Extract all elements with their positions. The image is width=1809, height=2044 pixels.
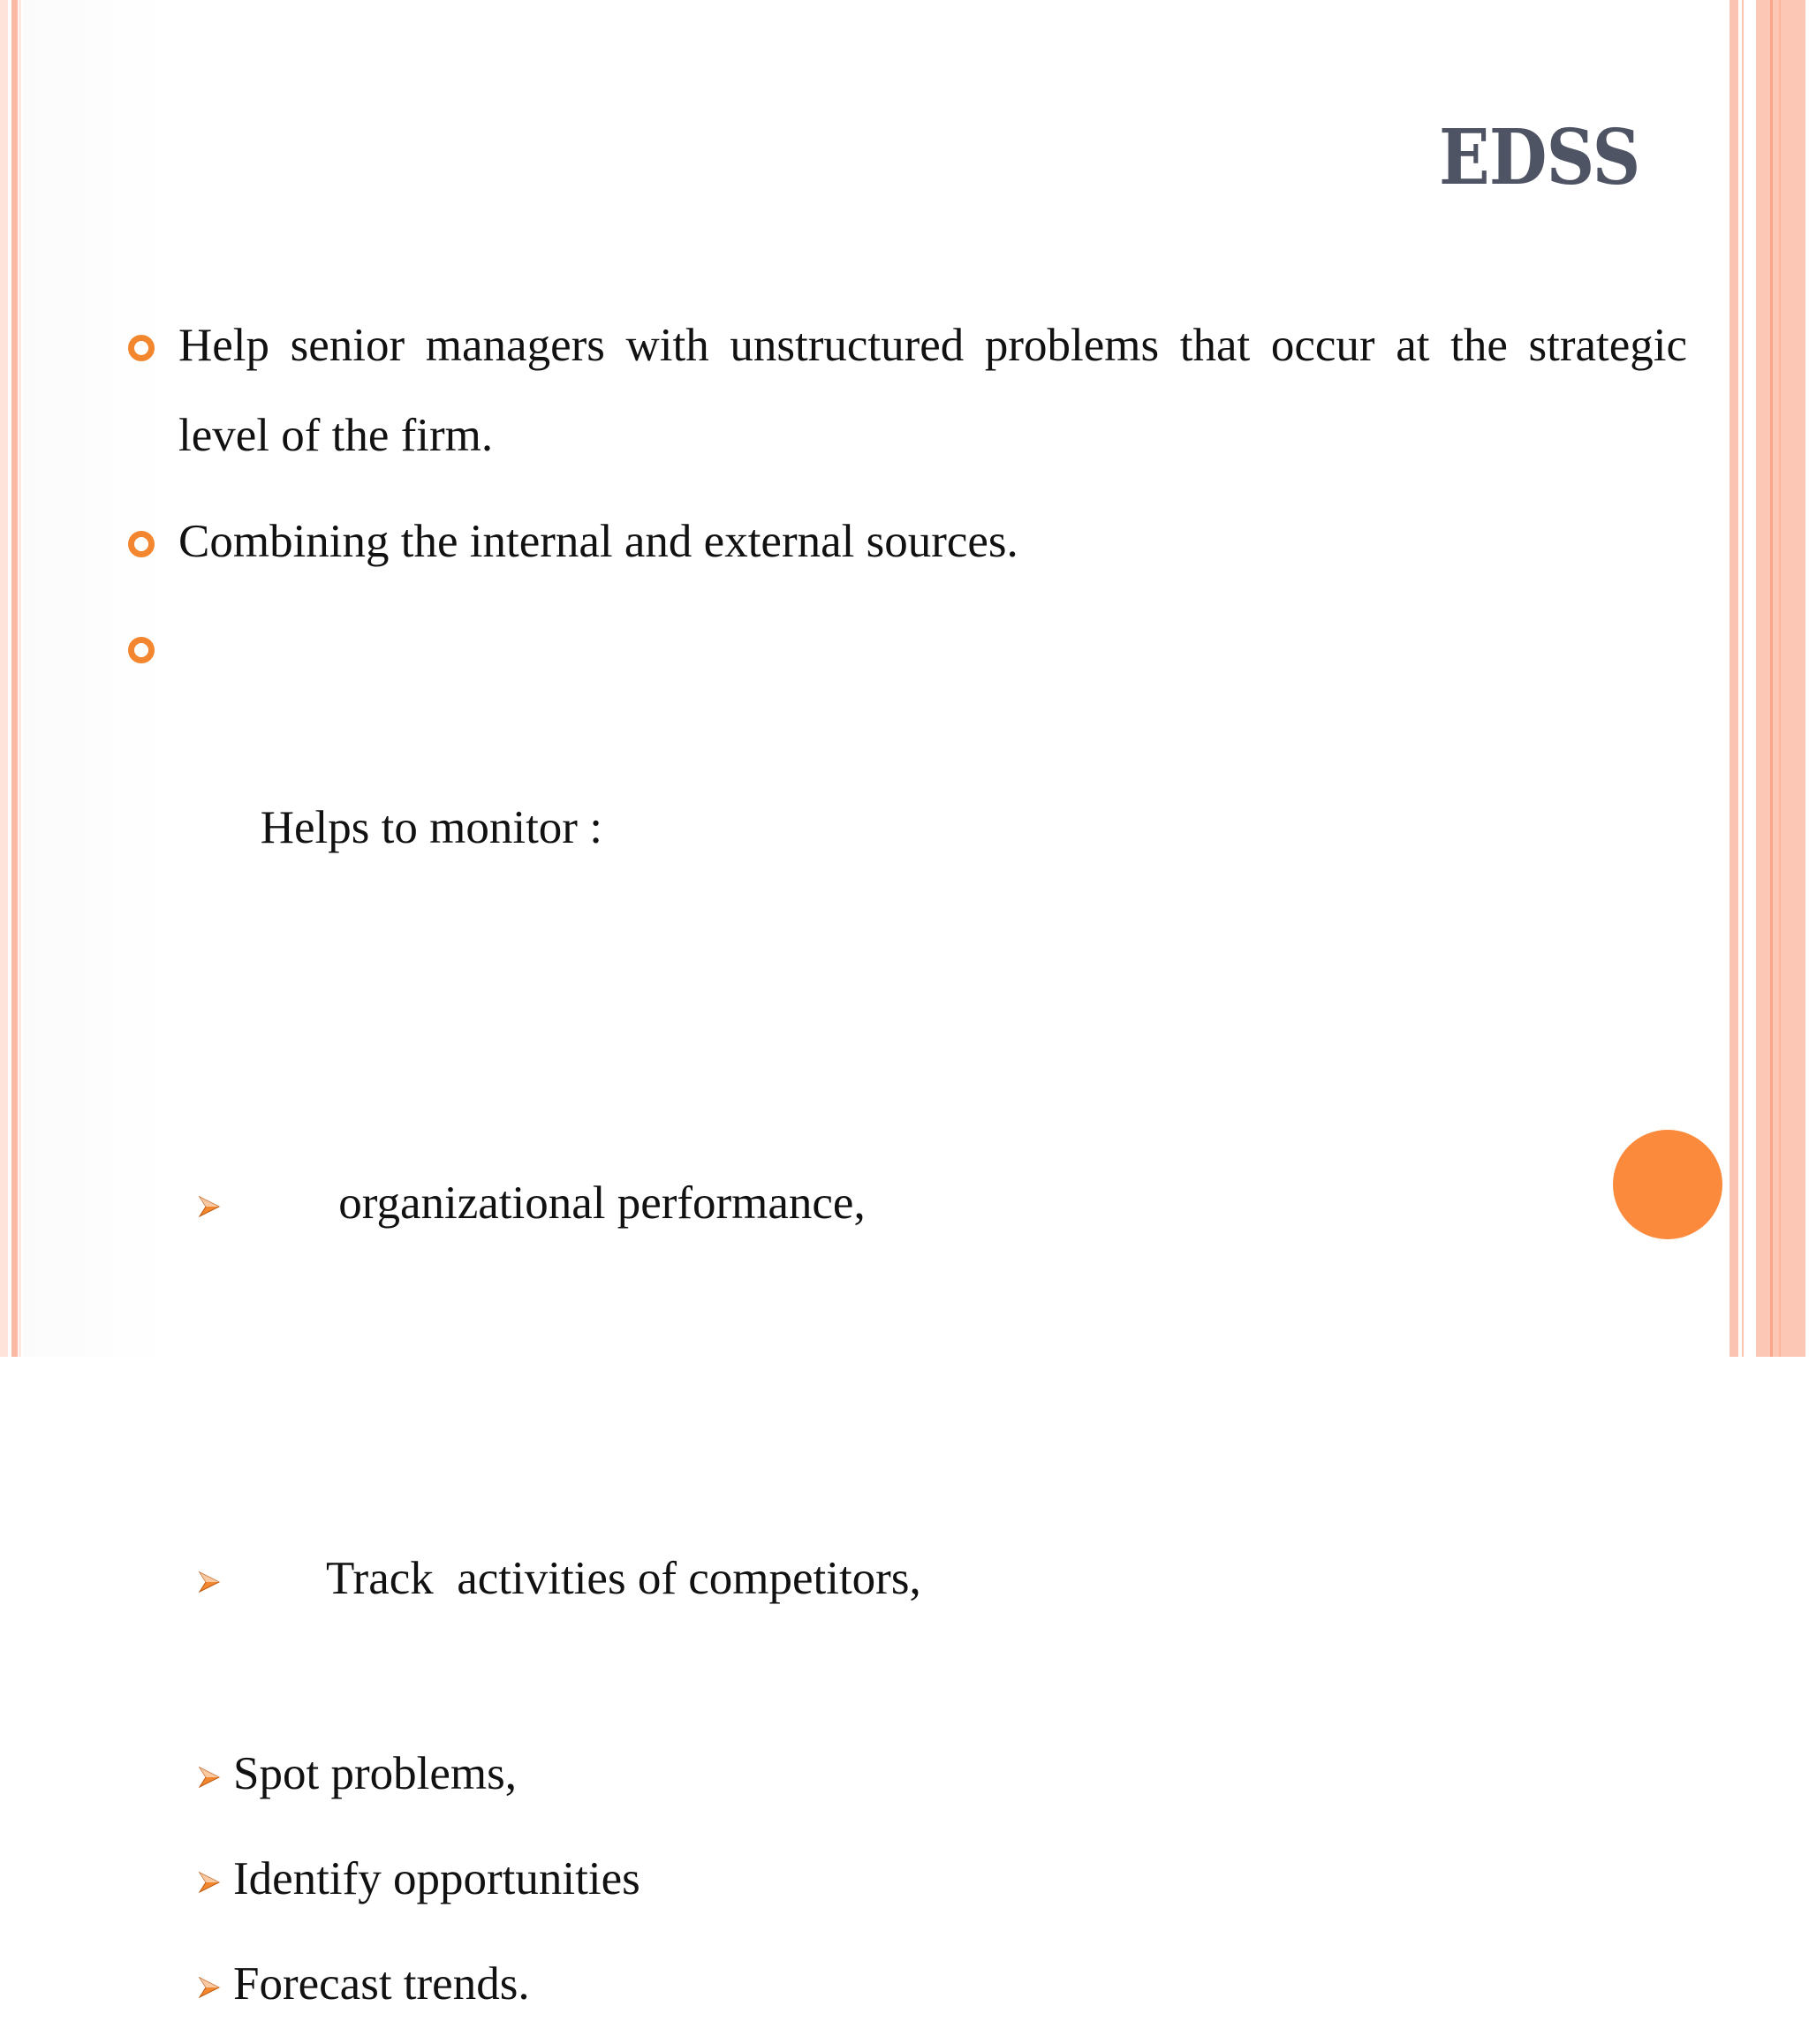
left-border-line bbox=[19, 0, 21, 1357]
sub-bullet-text: Spot problems, bbox=[233, 1748, 517, 1799]
bullet-item bbox=[124, 602, 1687, 963]
border-bar bbox=[1770, 0, 1773, 1357]
sub-bullet-item bbox=[198, 1939, 1687, 2029]
sub-bullet-item bbox=[198, 1834, 1687, 1924]
sub-bullet-text: Identify opportunities bbox=[233, 1853, 640, 1904]
sub-bullet-item bbox=[198, 978, 1687, 1338]
bullet-item bbox=[124, 496, 1687, 587]
slide-title: EDSS bbox=[1438, 113, 1639, 202]
sub-bullet-item bbox=[198, 1353, 1687, 1714]
sub-bullet-list bbox=[124, 978, 1687, 2029]
border-bar bbox=[1756, 0, 1805, 1357]
right-decorative-border bbox=[1726, 0, 1809, 1357]
border-bar bbox=[1730, 0, 1738, 1357]
decorative-orange-circle bbox=[1613, 1130, 1722, 1239]
ring-bullet-icon bbox=[128, 531, 155, 557]
left-border-line bbox=[0, 0, 8, 1357]
ring-bullet-icon bbox=[128, 335, 155, 361]
bullet-item bbox=[124, 300, 1687, 481]
bullet-text: Helps to monitor : bbox=[248, 802, 602, 853]
left-border-line bbox=[11, 0, 18, 1357]
bullet-text: Help senior managers with unstructured problems that occur at the strategic level of the firm. bbox=[178, 320, 1687, 461]
sub-bullet-text: organizational performance, bbox=[327, 1177, 866, 1229]
ring-bullet-icon bbox=[128, 637, 155, 663]
sub-bullet-item bbox=[198, 1729, 1687, 1819]
border-bar bbox=[1779, 0, 1781, 1357]
sub-bullet-text: Track activities of competitors, bbox=[326, 1553, 921, 1604]
bullet-text: Combining the internal and external sources. bbox=[178, 516, 1018, 567]
bullet-list bbox=[124, 300, 1687, 2044]
sub-bullet-text: Forecast trends. bbox=[233, 1958, 530, 2010]
border-bar bbox=[1742, 0, 1744, 1357]
